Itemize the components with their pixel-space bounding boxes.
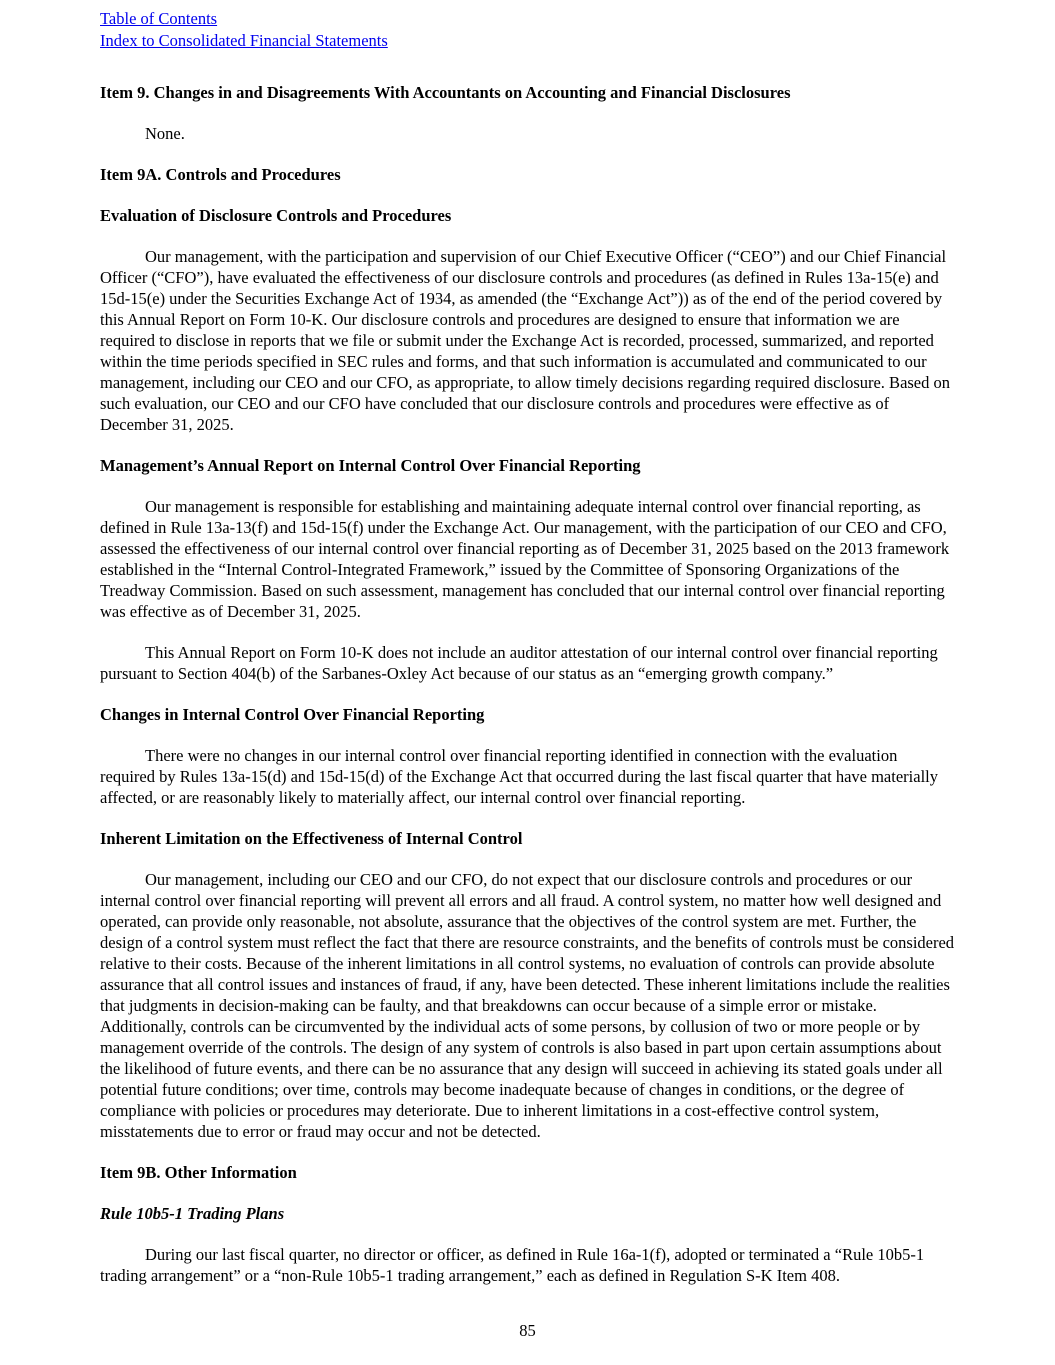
evaluation-paragraph: Our management, with the participation and supervision of our Chief Executive Officer (“CEO”) and our Chief Financial Officer (“CFO”), have evaluated the effectiveness of our disclosure controls and procedures (as defined in Rules 13a-15(e) and 15d-15(e) under the Securities Exchange Act of 1934, as amended (the “Exchange Act”)) as of the end of the period covered by this Annual Report on Form 10-K. Our disclosure controls and procedures are designed to ensure that information we are required to disclose in reports that we file or submit under the Exchange Act is recorded, processed, summarized, and reported within the time periods specified in SEC rules and forms, and that such information is accumulated and communicated to our management, including our CEO and our CFO, as appropriate, to allow timely decisions regarding required disclosure. Based on such evaluation, our CEO and our CFO have concluded that our disclosure controls and procedures were effective as of December 31, 2025. bbox=[100, 247, 951, 434]
managements-annual-report-heading: Management’s Annual Report on Internal Control Over Financial Reporting bbox=[100, 456, 641, 475]
item-9-heading: Item 9. Changes in and Disagreements With Accountants on Accounting and Financial Disclosures bbox=[100, 83, 791, 102]
managements-annual-report-paragraph: Our management is responsible for establishing and maintaining adequate internal control over financial reporting, as defined in Rule 13a-13(f) and 15d-15(f) under the Exchange Act. Our management, with the participation of our CEO and CFO, assessed the effectiveness of our internal control over financial reporting as of December 31, 2025 based on the 2013 framework established in the “Internal Control-Integrated Framework,” issued by the Committee of Sponsoring Organizations of the Treadway Commission. Based on such assessment, management has concluded that our internal control over financial reporting was effective as of December 31, 2025. bbox=[100, 497, 950, 621]
index-to-financial-statements-link[interactable]: Index to Consolidated Financial Statements bbox=[100, 31, 388, 50]
inherent-limitation-heading: Inherent Limitation on the Effectiveness of Internal Control bbox=[100, 829, 523, 848]
item-9-body-text: None. bbox=[145, 124, 185, 143]
auditor-attestation-paragraph: This Annual Report on Form 10-K does not include an auditor attestation of our internal control over financial reporting pursuant to Section 404(b) of the Sarbanes-Oxley Act because of our status as an “emerging growth company.” bbox=[100, 643, 938, 683]
evaluation-of-disclosure-controls-heading: Evaluation of Disclosure Controls and Procedures bbox=[100, 206, 452, 225]
rule-10b5-1-trading-plans-paragraph: During our last fiscal quarter, no director or officer, as defined in Rule 16a-1(f), adopted or terminated a “Rule 10b5-1 trading arrangement” or a “non-Rule 10b5-1 trading arrangement,” each as defined in Regulation S-K Item 408. bbox=[100, 1245, 925, 1285]
changes-in-internal-control-heading: Changes in Internal Control Over Financial Reporting bbox=[100, 705, 485, 724]
changes-in-internal-control-paragraph: There were no changes in our internal control over financial reporting identified in connection with the evaluation required by Rules 13a-15(d) and 15d-15(d) of the Exchange Act that occurred during the last fiscal quarter that have materially affected, or are reasonably likely to materially affect, our internal control over financial reporting. bbox=[100, 746, 938, 807]
inherent-limitation-paragraph: Our management, including our CEO and our CFO, do not expect that our disclosure controls and procedures or our internal control over financial reporting will prevent all errors and all fraud. A control system, no matter how well designed and operated, can provide only reasonable, not absolute, assurance that the objectives of the control system are met. Further, the design of a control system must reflect the fact that there are resource constraints, and the benefits of controls must be considered relative to their costs. Because of the inherent limitations in all control systems, no evaluation of controls can provide absolute assurance that all control issues and instances of fraud, if any, have been detected. These inherent limitations include the realities that judgments in decision-making can be faulty, and that breakdowns can occur because of a simple error or mistake. Additionally, controls can be circumvented by the individual acts of some persons, by collusion of two or more people or by management override of the controls. The design of any system of controls is also based in part upon certain assumptions about the likelihood of future events, and there can be no assurance that any design will succeed in achieving its stated goals under all potential future conditions; over time, controls may become inadequate because of changes in conditions, or the degree of compliance with policies or procedures may deteriorate. Due to inherent limitations in a cost-effective control system, misstatements due to error or fraud may occur and not be detected. bbox=[100, 870, 955, 1141]
rule-10b5-1-trading-plans-heading: Rule 10b5-1 Trading Plans bbox=[100, 1204, 285, 1223]
item-9b-heading: Item 9B. Other Information bbox=[100, 1163, 297, 1182]
table-of-contents-link[interactable]: Table of Contents bbox=[100, 9, 218, 28]
page-number: 85 bbox=[519, 1321, 536, 1340]
header-links bbox=[100, 8, 955, 52]
item-9a-heading: Item 9A. Controls and Procedures bbox=[100, 165, 341, 184]
